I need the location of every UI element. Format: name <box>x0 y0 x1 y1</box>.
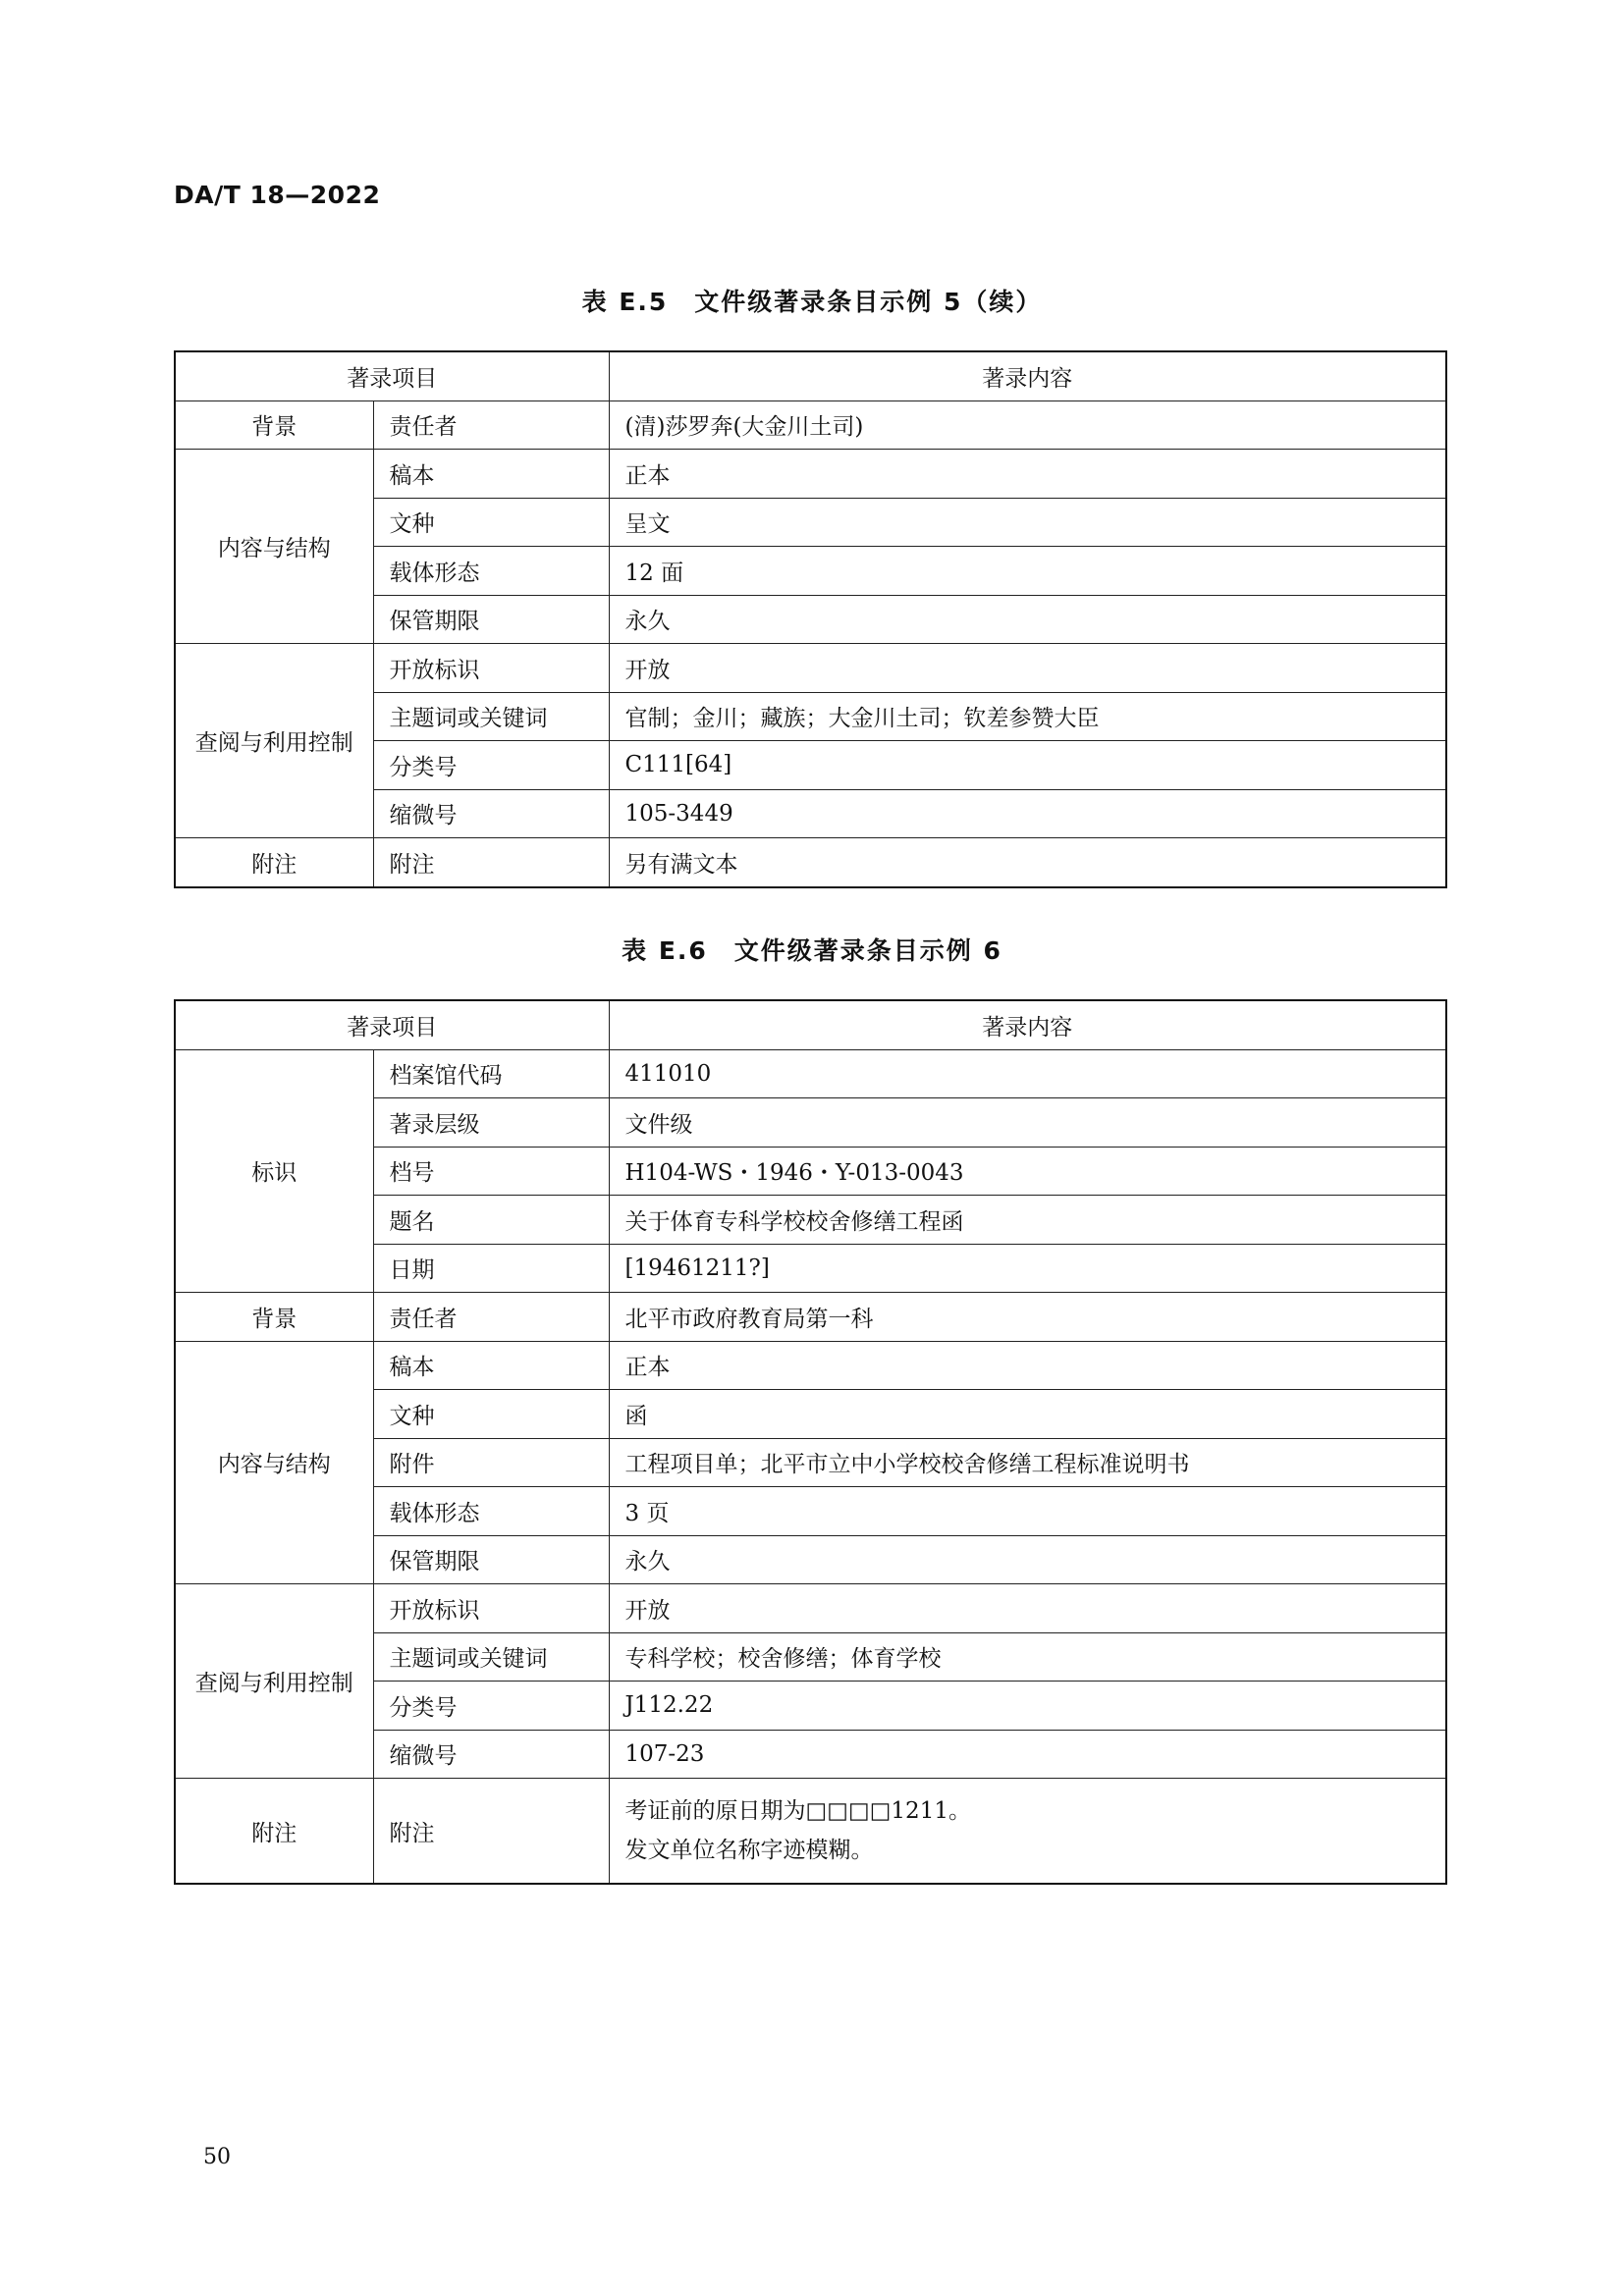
field-value: 函 <box>609 1390 1446 1439</box>
field-label: 缩微号 <box>373 1730 609 1779</box>
group-label: 查阅与利用控制 <box>175 1584 373 1779</box>
field-value: 3 页 <box>609 1487 1446 1536</box>
field-label: 开放标识 <box>373 1584 609 1633</box>
table-e6-title: 表 E.6 文件级著录条目示例 6 <box>622 936 1002 965</box>
field-label: 保管期限 <box>373 1535 609 1584</box>
field-label: 日期 <box>373 1244 609 1293</box>
field-value: 文件级 <box>609 1098 1446 1148</box>
field-value: 开放 <box>609 644 1446 693</box>
field-value: 411010 <box>609 1049 1446 1098</box>
group-label: 内容与结构 <box>175 1341 373 1584</box>
table-row <box>175 400 1446 450</box>
field-label: 主题词或关键词 <box>373 692 609 741</box>
field-label: 缩微号 <box>373 789 609 838</box>
group-label: 内容与结构 <box>175 450 373 644</box>
table-row <box>175 1341 1446 1390</box>
field-label: 稿本 <box>373 1341 609 1390</box>
group-label: 附注 <box>175 838 373 887</box>
field-value: 工程项目单；北平市立中小学校校舍修缮工程标准说明书 <box>609 1438 1446 1487</box>
table-row <box>175 644 1446 693</box>
field-value: 正本 <box>609 450 1446 499</box>
field-label: 文种 <box>373 1390 609 1439</box>
field-value-multiline <box>609 1779 1446 1885</box>
table-e6 <box>174 999 1447 1885</box>
field-value: [19461211?] <box>609 1244 1446 1293</box>
field-value: 另有满文本 <box>609 838 1446 887</box>
table-row <box>175 1779 1446 1885</box>
table-row <box>175 450 1446 499</box>
field-value: 正本 <box>609 1341 1446 1390</box>
field-label: 责任者 <box>373 400 609 450</box>
field-value: J112.22 <box>609 1682 1446 1731</box>
col-header-item: 著录项目 <box>175 351 609 400</box>
table-e5 <box>174 350 1447 888</box>
field-label: 稿本 <box>373 450 609 499</box>
field-label: 分类号 <box>373 741 609 790</box>
standard-code: DA/T 18—2022 <box>174 181 381 209</box>
field-value: 永久 <box>609 1535 1446 1584</box>
table-e5-title: 表 E.5 文件级著录条目示例 5（续） <box>581 288 1043 316</box>
field-label: 著录层级 <box>373 1098 609 1148</box>
table-header-row <box>175 351 1446 400</box>
field-label: 分类号 <box>373 1682 609 1731</box>
field-label: 附件 <box>373 1438 609 1487</box>
field-label: 载体形态 <box>373 1487 609 1536</box>
field-value: (清)莎罗奔(大金川土司) <box>609 400 1446 450</box>
page-number: 50 <box>203 2145 231 2169</box>
field-value: H104-WS・1946・Y-013-0043 <box>609 1147 1446 1196</box>
note-line-2: 发文单位名称字迹模糊。 <box>624 1838 874 1863</box>
field-value: 12 面 <box>609 547 1446 596</box>
table-row <box>175 838 1446 887</box>
table-row <box>175 1584 1446 1633</box>
field-value: 开放 <box>609 1584 1446 1633</box>
field-label: 载体形态 <box>373 547 609 596</box>
group-label: 查阅与利用控制 <box>175 644 373 838</box>
field-label: 文种 <box>373 498 609 547</box>
field-value: 呈文 <box>609 498 1446 547</box>
table-row <box>175 1293 1446 1342</box>
table-header-row <box>175 1000 1446 1049</box>
group-label: 标识 <box>175 1049 373 1293</box>
group-label: 附注 <box>175 1779 373 1885</box>
field-value: 官制；金川；藏族；大金川土司；钦差参赞大臣 <box>609 692 1446 741</box>
field-label: 附注 <box>373 1779 609 1885</box>
col-header-content: 著录内容 <box>609 351 1446 400</box>
table-row <box>175 1049 1446 1098</box>
field-value: 永久 <box>609 595 1446 644</box>
field-value: C111[64] <box>609 741 1446 790</box>
field-label: 开放标识 <box>373 644 609 693</box>
field-label: 档号 <box>373 1147 609 1196</box>
field-label: 附注 <box>373 838 609 887</box>
field-label: 主题词或关键词 <box>373 1632 609 1682</box>
group-label: 背景 <box>175 400 373 450</box>
field-value: 北平市政府教育局第一科 <box>609 1293 1446 1342</box>
field-label: 档案馆代码 <box>373 1049 609 1098</box>
field-value: 专科学校；校舍修缮；体育学校 <box>609 1632 1446 1682</box>
field-label: 保管期限 <box>373 595 609 644</box>
field-label: 题名 <box>373 1196 609 1245</box>
field-label: 责任者 <box>373 1293 609 1342</box>
field-value: 关于体育专科学校校舍修缮工程函 <box>609 1196 1446 1245</box>
field-value: 107-23 <box>609 1730 1446 1779</box>
col-header-item: 著录项目 <box>175 1000 609 1049</box>
col-header-content: 著录内容 <box>609 1000 1446 1049</box>
field-value: 105-3449 <box>609 789 1446 838</box>
group-label: 背景 <box>175 1293 373 1342</box>
note-line-1: 考证前的原日期为□□□□1211。 <box>624 1798 971 1824</box>
